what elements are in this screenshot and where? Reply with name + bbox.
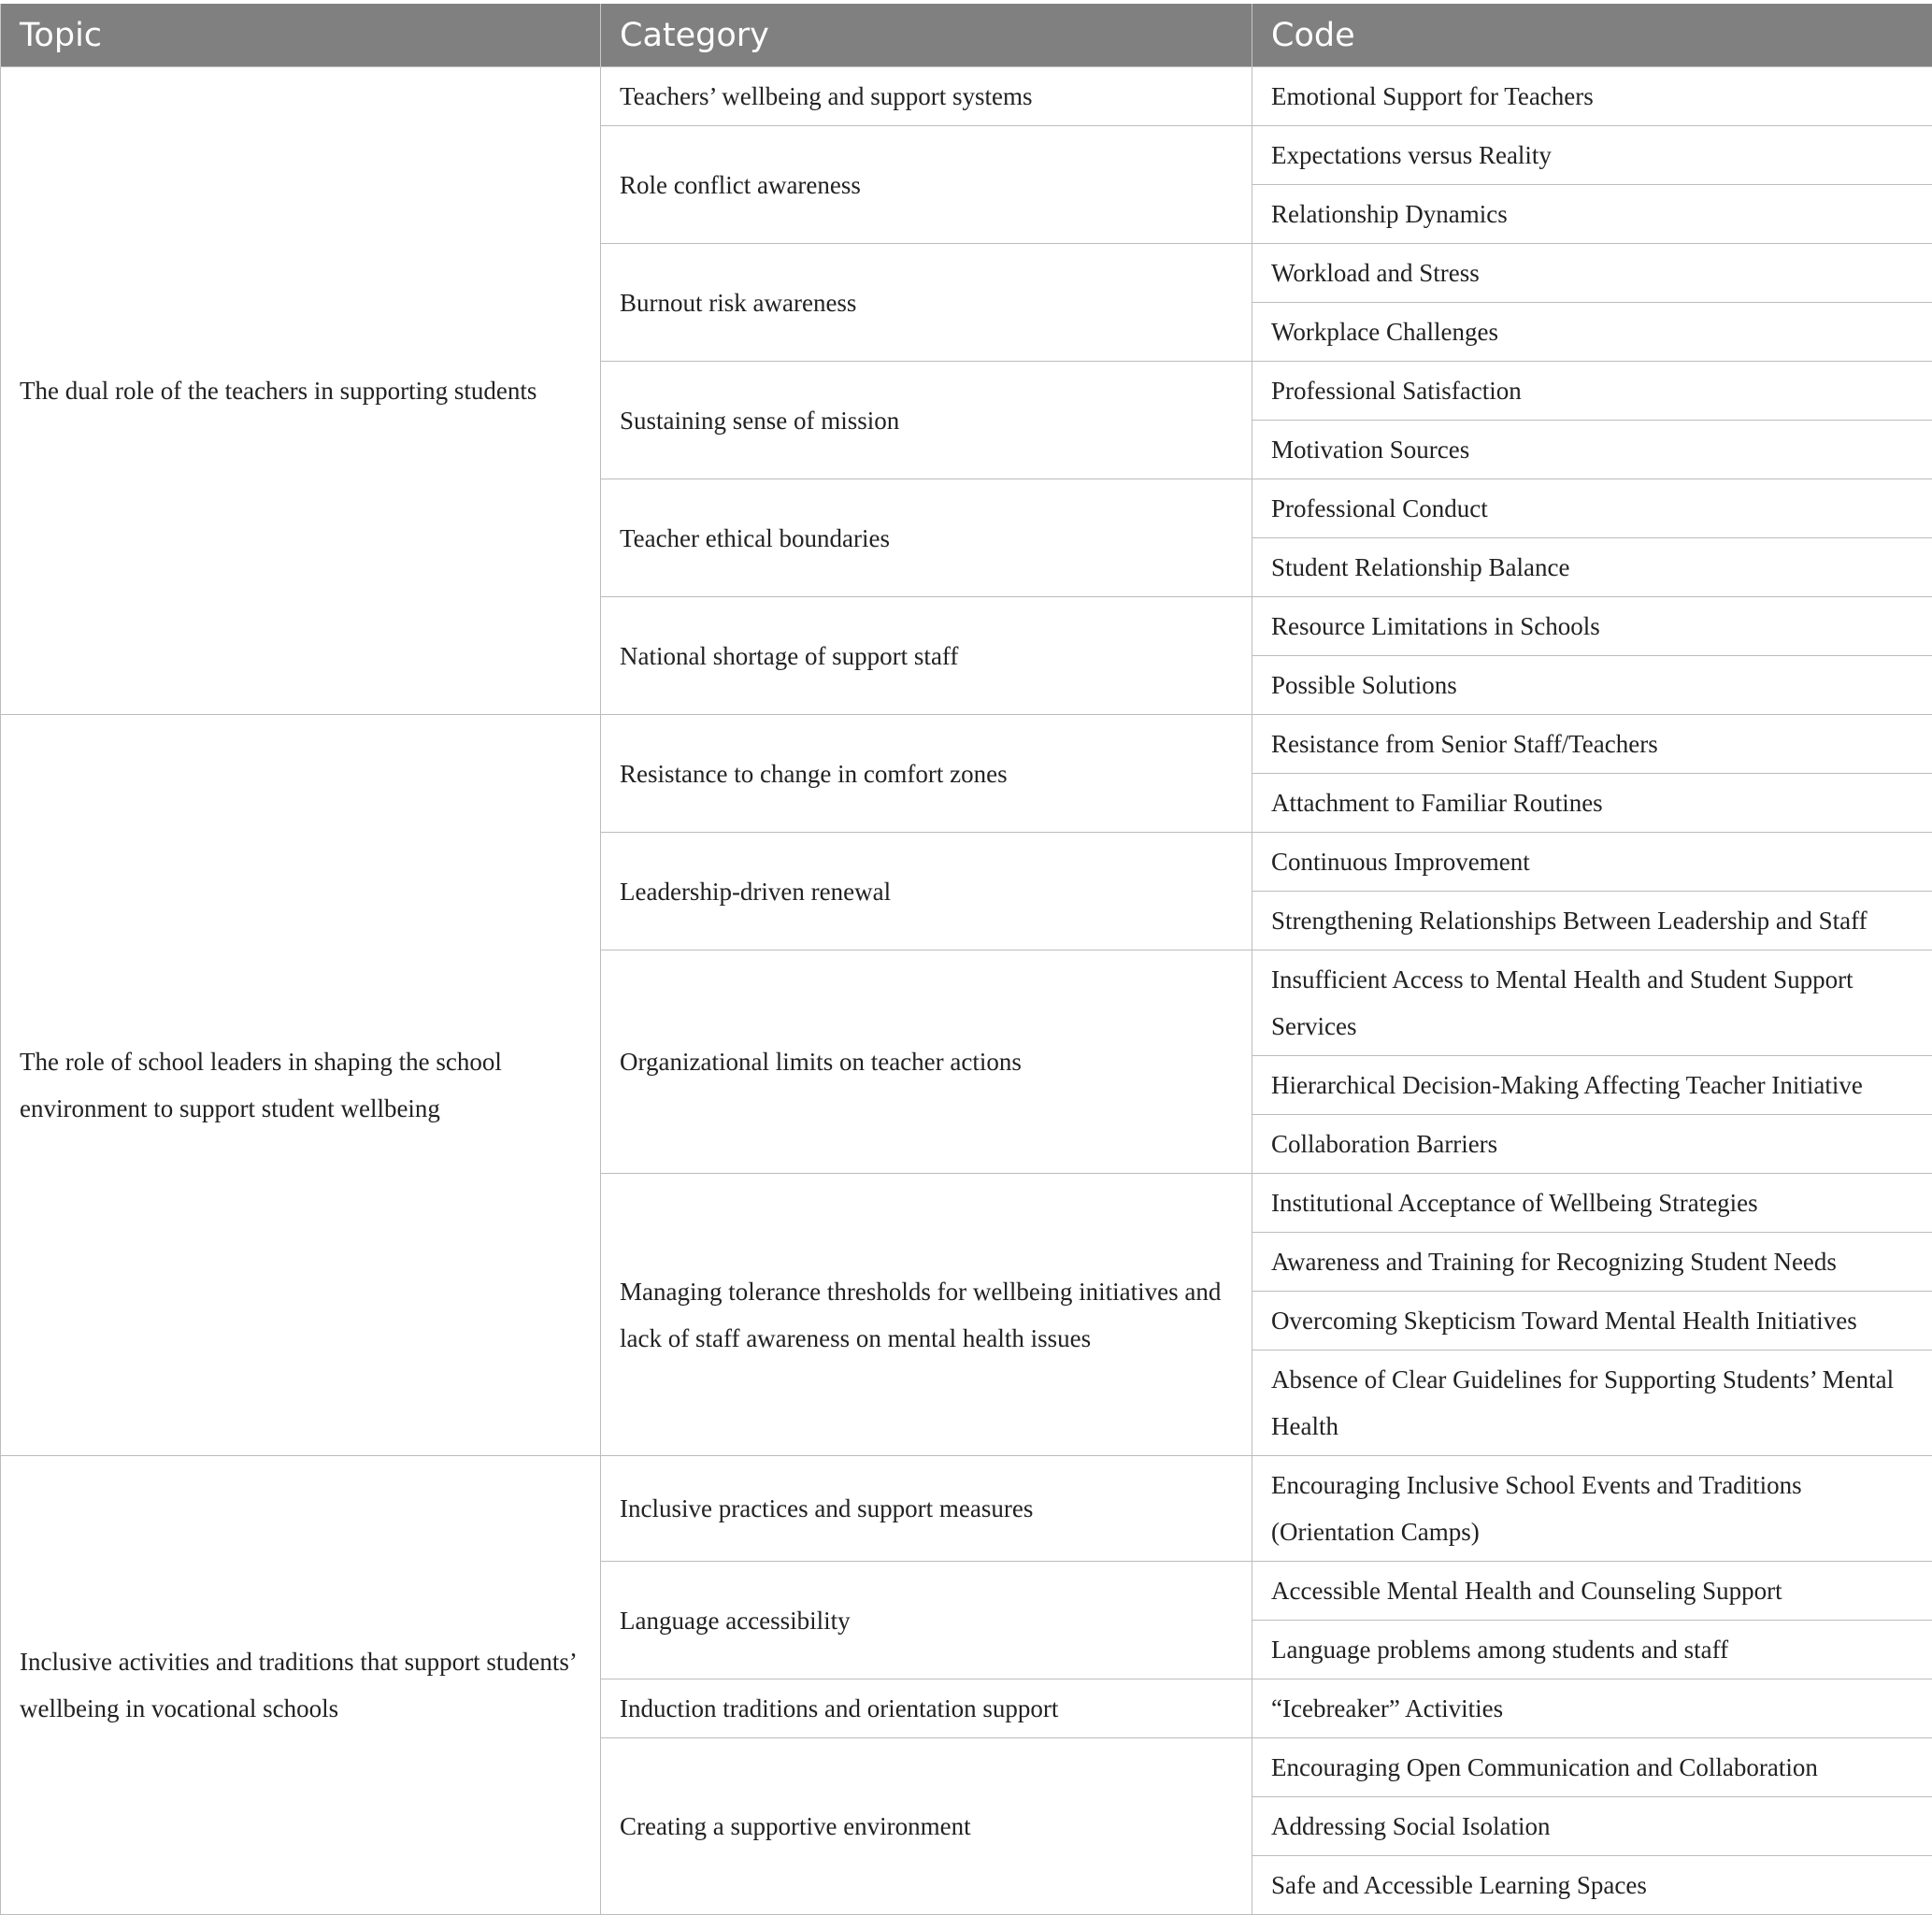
code-cell: Workload and Stress <box>1252 244 1932 303</box>
category-cell: Sustaining sense of mission <box>601 362 1252 479</box>
category-cell: Teachers’ wellbeing and support systems <box>601 67 1252 126</box>
category-cell: Resistance to change in comfort zones <box>601 715 1252 833</box>
category-cell: Induction traditions and orientation support <box>601 1679 1252 1738</box>
table-row <box>1 715 1932 774</box>
category-cell: Managing tolerance thresholds for wellbeing initiatives and lack of staff awareness on mental health issues <box>601 1174 1252 1456</box>
category-cell: Organizational limits on teacher actions <box>601 950 1252 1174</box>
code-cell: Hierarchical Decision-Making Affecting Teacher Initiative <box>1252 1056 1932 1115</box>
code-cell: Encouraging Inclusive School Events and Traditions (Orientation Camps) <box>1252 1456 1932 1562</box>
code-cell: Addressing Social Isolation <box>1252 1797 1932 1856</box>
code-cell: Workplace Challenges <box>1252 303 1932 362</box>
code-cell: Accessible Mental Health and Counseling Support <box>1252 1562 1932 1621</box>
category-cell: Inclusive practices and support measures <box>601 1456 1252 1562</box>
header-topic: Topic <box>1 4 601 67</box>
header-category: Category <box>601 4 1252 67</box>
code-cell: Student Relationship Balance <box>1252 538 1932 597</box>
table-body <box>1 67 1932 1915</box>
code-cell: Relationship Dynamics <box>1252 185 1932 244</box>
code-cell: Resistance from Senior Staff/Teachers <box>1252 715 1932 774</box>
header-code: Code <box>1252 4 1932 67</box>
header-row <box>1 4 1932 67</box>
code-cell: Motivation Sources <box>1252 421 1932 479</box>
code-cell: Language problems among students and staff <box>1252 1621 1932 1679</box>
code-cell: Professional Satisfaction <box>1252 362 1932 421</box>
code-cell: “Icebreaker” Activities <box>1252 1679 1932 1738</box>
code-cell: Emotional Support for Teachers <box>1252 67 1932 126</box>
category-cell: Leadership-driven renewal <box>601 833 1252 950</box>
table-row <box>1 67 1932 126</box>
code-cell: Professional Conduct <box>1252 479 1932 538</box>
topic-cell: The role of school leaders in shaping the school environment to support student wellbeing <box>1 715 601 1456</box>
code-cell: Encouraging Open Communication and Collaboration <box>1252 1738 1932 1797</box>
category-cell: Role conflict awareness <box>601 126 1252 244</box>
code-cell: Attachment to Familiar Routines <box>1252 774 1932 833</box>
table-row <box>1 1456 1932 1562</box>
code-cell: Institutional Acceptance of Wellbeing Strategies <box>1252 1174 1932 1233</box>
topic-category-code-table <box>0 4 1932 1915</box>
code-cell: Resource Limitations in Schools <box>1252 597 1932 656</box>
code-cell: Strengthening Relationships Between Leadership and Staff <box>1252 892 1932 950</box>
code-cell: Collaboration Barriers <box>1252 1115 1932 1174</box>
code-cell: Insufficient Access to Mental Health and Student Support Services <box>1252 950 1932 1056</box>
code-cell: Overcoming Skepticism Toward Mental Health Initiatives <box>1252 1292 1932 1351</box>
category-cell: Language accessibility <box>601 1562 1252 1679</box>
code-cell: Possible Solutions <box>1252 656 1932 715</box>
category-cell: Creating a supportive environment <box>601 1738 1252 1915</box>
code-cell: Expectations versus Reality <box>1252 126 1932 185</box>
category-cell: Burnout risk awareness <box>601 244 1252 362</box>
code-cell: Continuous Improvement <box>1252 833 1932 892</box>
topic-cell: Inclusive activities and traditions that support students’ wellbeing in vocational schools <box>1 1456 601 1915</box>
category-cell: National shortage of support staff <box>601 597 1252 715</box>
topic-cell: The dual role of the teachers in supporting students <box>1 67 601 715</box>
code-cell: Awareness and Training for Recognizing Student Needs <box>1252 1233 1932 1292</box>
table-header <box>1 4 1932 67</box>
code-cell: Absence of Clear Guidelines for Supporting Students’ Mental Health <box>1252 1351 1932 1456</box>
category-cell: Teacher ethical boundaries <box>601 479 1252 597</box>
code-cell: Safe and Accessible Learning Spaces <box>1252 1856 1932 1915</box>
